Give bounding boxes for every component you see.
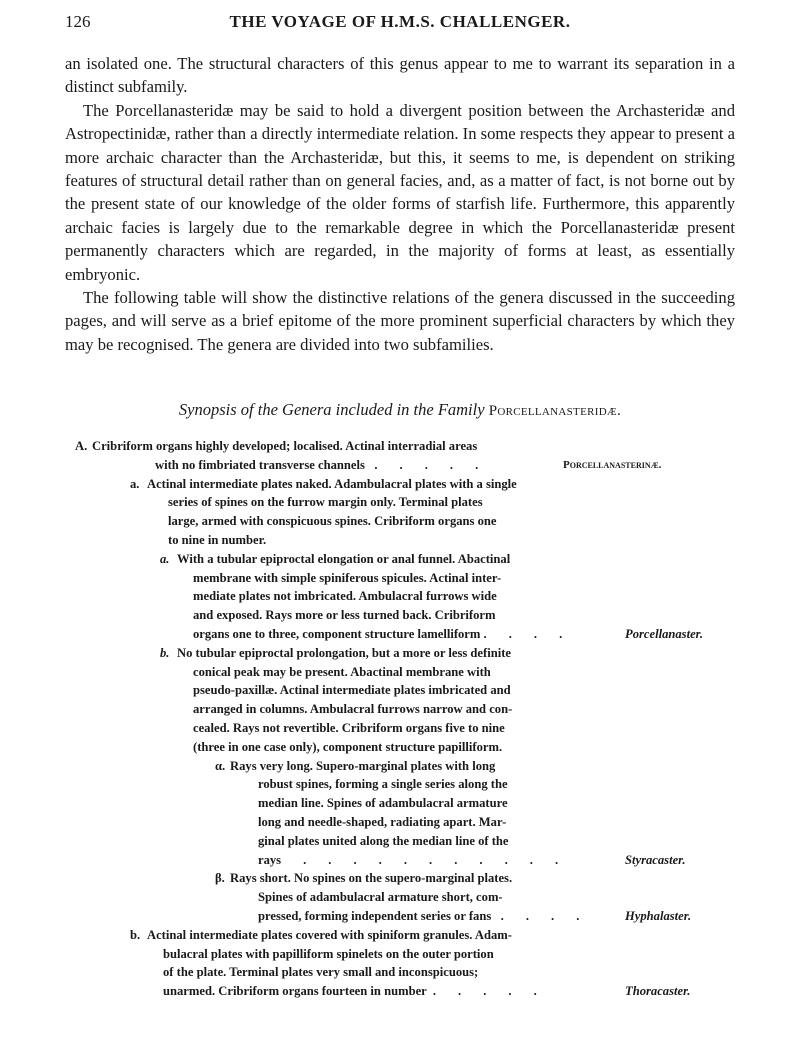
entry-text: series of spines on the furrow margin only. Terminal plates [168,495,483,510]
synopsis-entry [0,550,800,644]
entry-line [0,437,800,456]
genus-name: Hyphalaster. [625,908,692,923]
synopsis-entry [0,869,800,925]
entry-line [0,587,800,606]
running-title: THE VOYAGE OF H.M.S. CHALLENGER. [229,12,571,31]
entry-line [0,926,800,945]
genus-name: Styracaster. [625,852,686,867]
entry-label: α. [215,758,226,773]
entry-text: with no fimbriated transverse channels . . . . . [155,457,479,472]
entry-text: (three in one case only), component structure papilliform. [193,739,503,754]
entry-line [0,757,800,776]
family-name: Porcellanasteridæ. [488,403,622,419]
entry-text: Rays very long. Supero-marginal plates with long [230,758,496,773]
synopsis-entry [0,644,800,757]
entry-text: ginal plates united along the median line of the [258,833,509,848]
entry-line [0,569,800,588]
entry-label: b. [130,927,141,942]
entry-line [0,475,800,494]
entry-text: median line. Spines of adambulacral armature [258,796,508,811]
entry-text: cealed. Rays not revertible. Cribriform organs five to nine [193,720,505,735]
entry-label: β. [215,871,225,886]
entry-text: to nine in number. [168,532,267,547]
entry-line [0,512,800,531]
entry-text: pseudo-paxillæ. Actinal intermediate plates imbricated and [193,683,511,698]
entry-text: mediate plates not imbricated. Ambulacral furrows wide [193,589,497,604]
paragraph: The following table will show the distinctive relations of the genera discussed in the succeeding pages, and will serve as a brief epitome of the more prominent superficial characters by which they may be recognised. The genera are divided into two subfamilies. [65,288,735,354]
entry-line [0,663,800,682]
entry-text: organs one to three, component structure lamelliform . . . . [193,626,563,641]
paragraph: The Porcellanasteridæ may be said to hold a divergent position between the Archasteridæ and Astropectinidæ, rather than a directly intermediate relation. In some respects they appear to present a more archaic character than the Archasteridæ, but this, it seems to me, is dependent on striking features of structural detail rather than on general facies, and, as a matter of fact, is not borne out by the present state of our knowledge of the older forms of starfish life. Furthermore, this apparently archaic facies is largely due to the remarkable degree in which the Porcellanasteridæ present permanently characters which are regarded, in the majority of forms at least, as essentially embryonic. [65,100,735,284]
entry-text: No tubular epiproctal prolongation, but a more or less definite [177,645,511,660]
entry-line [0,738,800,757]
paragraph: an isolated one. The structural characters of this genus appear to me to warrant its separation in a distinct subfamily. [65,54,735,97]
entry-line [0,945,800,964]
entry-line [0,719,800,738]
body-text [65,52,735,356]
entry-line [0,832,800,851]
synopsis-entry [0,475,800,550]
entry-label: A. [75,439,88,453]
entry-line [0,794,800,813]
synopsis-title-text: Synopsis of the Genera included in the Family [178,400,485,419]
entry-text: unarmed. Cribriform organs fourteen in number . . . . . [163,984,537,999]
entry-text: long and needle-shaped, radiating apart. Mar- [258,814,507,829]
entry-line [0,681,800,700]
synopsis-entry [0,757,800,870]
entry-text: large, armed with conspicuous spines. Cribriform organs one [168,514,497,529]
entry-text: and exposed. Rays more or less turned back. Cribriform [193,608,496,623]
genus-name: Porcellanaster. [625,626,704,641]
entry-text: Spines of adambulacral armature short, com- [258,890,503,905]
entry-text: Actinal intermediate plates covered with spiniform granules. Adam- [147,927,512,942]
entry-text: Actinal intermediate plates naked. Adambulacral plates with a single [147,476,517,491]
entry-text: robust spines, forming a single series along the [258,777,508,792]
entry-text: pressed, forming independent series or fans . . . . [258,908,580,923]
entry-line [0,493,800,512]
entry-line [0,888,800,907]
genus-name: Thoracaster. [625,984,691,999]
entry-text: With a tubular epiproctal elongation or anal funnel. Abactinal [177,551,511,566]
synopsis-table [0,437,800,1001]
entry-line [0,531,800,550]
entry-line [0,606,800,625]
synopsis-entry [0,437,800,475]
entry-line [0,550,800,569]
entry-label: a. [130,476,140,491]
entry-text: rays . . . . . . . . . . . [258,852,559,867]
synopsis-entry [0,926,800,1001]
entry-text: membrane with simple spiniferous spicules. Actinal inter- [193,570,502,585]
entry-line [0,644,800,663]
page-number: 126 [65,12,91,31]
entry-text: bulacral plates with papilliform spinelets on the outer portion [163,946,494,961]
entry-line [0,775,800,794]
entry-text: Rays short. No spines on the supero-marginal plates. [230,871,513,886]
entry-label: b. [160,645,170,660]
entry-text: of the plate. Terminal plates very small and inconspicuous; [163,965,479,980]
genus-name: Porcellanasterinæ. [563,458,662,471]
entry-line [0,456,800,475]
entry-line [0,963,800,982]
entry-line [0,869,800,888]
page-header [65,12,735,36]
synopsis-title [0,400,800,420]
entry-text: conical peak may be present. Abactinal membrane with [193,664,491,679]
entry-text: Cribriform organs highly developed; localised. Actinal interradial areas [92,439,478,453]
entry-label: a. [160,551,170,566]
entry-line [0,700,800,719]
entry-line [0,813,800,832]
entry-text: arranged in columns. Ambulacral furrows narrow and con- [193,702,513,717]
